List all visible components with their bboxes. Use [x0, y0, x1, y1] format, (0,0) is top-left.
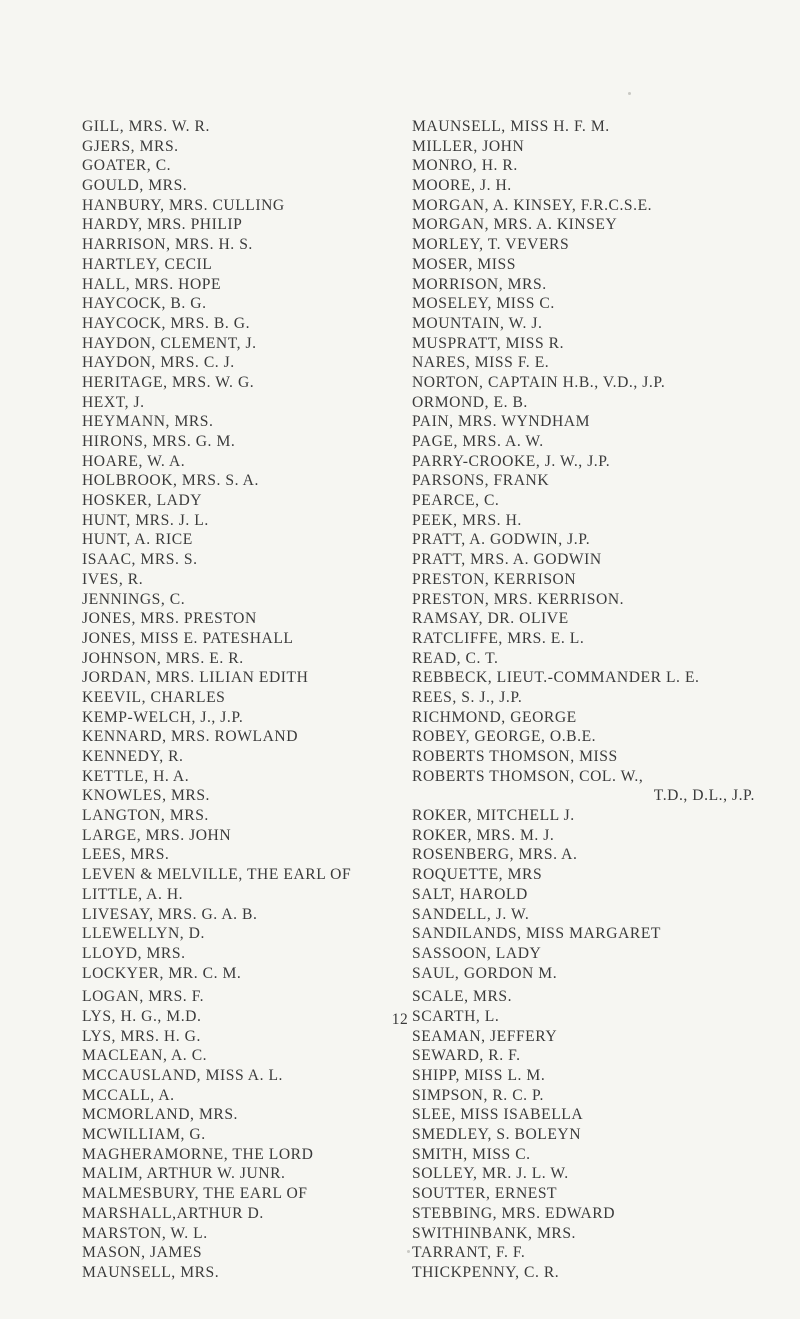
directory-entry: ROSENBERG, MRS. A.	[412, 846, 578, 864]
directory-entry: HARDY, MRS. PHILIP	[82, 216, 243, 234]
directory-entry: MOSER, MISS	[412, 255, 516, 273]
directory-entry: REES, S. J., J.P.	[412, 688, 523, 706]
directory-entry: HUNT, MRS. J. L.	[82, 511, 209, 529]
directory-entry: KEMP-WELCH, J., J.P.	[82, 708, 244, 726]
directory-entry: ROBEY, GEORGE, O.B.E.	[412, 728, 597, 746]
directory-entry: IVES, R.	[82, 570, 144, 588]
directory-entry: READ, C. T.	[412, 649, 499, 667]
directory-entry: MUSPRATT, MISS R.	[412, 334, 565, 352]
directory-entry: MORRISON, MRS.	[412, 275, 547, 293]
directory-entry: HEYMANN, MRS.	[82, 413, 214, 431]
directory-entry: THICKPENNY, C. R.	[412, 1263, 560, 1281]
directory-entry: PEEK, MRS. H.	[412, 511, 522, 529]
directory-entry: MCWILLIAM, G.	[82, 1126, 206, 1144]
right-name-column	[412, 117, 757, 1283]
directory-entry: LEES, MRS.	[82, 846, 170, 864]
directory-entry: JOHNSON, MRS. E. R.	[82, 649, 244, 667]
directory-entry: GJERS, MRS.	[82, 137, 179, 155]
directory-entry: MARSTON, W. L.	[82, 1224, 208, 1242]
directory-entry: JENNINGS, C.	[82, 590, 186, 608]
directory-entry: ROKER, MRS. M. J.	[412, 826, 555, 844]
directory-entry: LEVEN & MELVILLE, THE EARL OF	[82, 866, 352, 884]
directory-entry: MONRO, H. R.	[412, 157, 518, 175]
directory-entry: SAUL, GORDON M.	[412, 964, 558, 982]
directory-entry: MILLER, JOHN	[412, 137, 525, 155]
directory-entry: ORMOND, E. B.	[412, 393, 528, 411]
directory-entry: LOGAN, MRS. F.	[82, 988, 205, 1006]
paper-speck	[407, 1250, 410, 1253]
directory-entry: HUNT, A. RICE	[82, 531, 193, 549]
directory-entry: SOUTTER, ERNEST	[412, 1185, 558, 1203]
directory-entry: SEWARD, R. F.	[412, 1047, 521, 1065]
directory-entry: LIVESAY, MRS. G. A. B.	[82, 905, 258, 923]
directory-entry: HAYDON, MRS. C. J.	[82, 354, 235, 372]
directory-entry: MAUNSELL, MRS.	[82, 1263, 220, 1281]
directory-entry: LITTLE, A. H.	[82, 885, 184, 903]
directory-entry: PEARCE, C.	[412, 492, 500, 510]
directory-entry: KETTLE, H. A.	[82, 767, 190, 785]
page-number: 12	[391, 1011, 409, 1028]
directory-entry: PRESTON, MRS. KERRISON.	[412, 590, 625, 608]
directory-entry: LLOYD, MRS.	[82, 944, 186, 962]
directory-entry: LLEWELLYN, D.	[82, 925, 205, 943]
directory-entry: HOLBROOK, MRS. S. A.	[82, 472, 259, 490]
directory-entry: MORGAN, A. KINSEY, F.R.C.S.E.	[412, 196, 653, 214]
directory-entry: PAIN, MRS. WYNDHAM	[412, 413, 590, 431]
directory-entry: RICHMOND, GEORGE	[412, 708, 577, 726]
directory-entry: ISAAC, MRS. S.	[82, 551, 198, 569]
directory-entry: SEAMAN, JEFFERY	[412, 1027, 558, 1045]
directory-entry: TARRANT, F. F.	[412, 1244, 526, 1262]
directory-entry: SLEE, MISS ISABELLA	[412, 1106, 584, 1124]
directory-entry: MALMESBURY, THE EARL OF	[82, 1185, 308, 1203]
directory-entry: MORLEY, T. VEVERS	[412, 236, 570, 254]
directory-entry: PAGE, MRS. A. W.	[412, 433, 544, 450]
directory-entry: HERITAGE, MRS. W. G.	[82, 373, 255, 391]
directory-entry: PRESTON, KERRISON	[412, 570, 577, 588]
directory-entry: KENNEDY, R.	[82, 748, 184, 765]
directory-entry: HAYCOCK, B. G.	[82, 295, 207, 313]
directory-entry: HOSKER, LADY	[82, 492, 203, 510]
directory-entry: NARES, MISS F. E.	[412, 354, 550, 372]
directory-entry: HARTLEY, CECIL	[82, 255, 213, 273]
directory-entry: ROBERTS THOMSON, COL. W.,	[412, 767, 644, 785]
directory-entry: LYS, H. G., M.D.	[82, 1007, 202, 1025]
directory-entry: HALL, MRS. HOPE	[82, 275, 222, 293]
directory-entry: NORTON, CAPTAIN H.B., V.D., J.P.	[412, 373, 666, 391]
directory-entry: MOORE, J. H.	[412, 177, 512, 195]
directory-entry: SMITH, MISS C.	[412, 1145, 531, 1163]
directory-entry: PARSONS, FRANK	[412, 472, 550, 490]
directory-entry: SALT, HAROLD	[412, 885, 528, 903]
directory-entry: HAYCOCK, MRS. B. G.	[82, 314, 251, 332]
directory-entry: SCARTH, L.	[412, 1007, 500, 1025]
directory-entry: SMEDLEY, S. BOLEYN	[412, 1126, 582, 1144]
directory-entry: MALIM, ARTHUR W. JUNR.	[82, 1165, 286, 1183]
directory-entry: SCALE, MRS.	[412, 988, 513, 1006]
directory-entry: HANBURY, MRS. CULLING	[82, 196, 285, 214]
directory-entry: KEEVIL, CHARLES	[82, 688, 226, 706]
directory-entry: MAUNSELL, MISS H. F. M.	[412, 118, 610, 135]
directory-entry: SANDELL, J. W.	[412, 905, 530, 923]
directory-entry: MASON, JAMES	[82, 1244, 203, 1262]
directory-entry: MACLEAN, A. C.	[82, 1047, 208, 1065]
directory-entry: PRATT, MRS. A. GODWIN	[412, 551, 602, 569]
directory-entry: HIRONS, MRS. G. M.	[82, 433, 236, 450]
left-name-column	[82, 117, 407, 1283]
directory-entry: REBBECK, LIEUT.-COMMANDER L. E.	[412, 669, 700, 687]
directory-entry: GILL, MRS. W. R.	[82, 118, 210, 135]
directory-entry: MCCALL, A.	[82, 1086, 175, 1104]
directory-entry: RAMSAY, DR. OLIVE	[412, 610, 569, 628]
directory-entry: SIMPSON, R. C. P.	[412, 1086, 544, 1104]
directory-entry: HARRISON, MRS. H. S.	[82, 236, 253, 254]
directory-entry: T.D., D.L., J.P.	[653, 787, 755, 805]
directory-entry: KNOWLES, MRS.	[82, 787, 211, 805]
directory-entry: MARSHALL,ARTHUR D.	[82, 1204, 264, 1222]
directory-entry: KENNARD, MRS. ROWLAND	[82, 728, 299, 746]
directory-entry: JORDAN, MRS. LILIAN EDITH	[82, 669, 309, 687]
directory-entry: MCCAUSLAND, MISS A. L.	[82, 1067, 283, 1084]
directory-entry: JONES, MRS. PRESTON	[82, 610, 257, 628]
directory-entry: MOUNTAIN, W. J.	[412, 314, 543, 332]
directory-entry: MAGHERAMORNE, THE LORD	[82, 1145, 314, 1163]
directory-entry: ROKER, MITCHELL J.	[412, 807, 575, 825]
directory-entry: LOCKYER, MR. C. M.	[82, 964, 242, 982]
directory-entry: SASSOON, LADY	[412, 944, 542, 962]
directory-entry: PRATT, A. GODWIN, J.P.	[412, 531, 591, 549]
directory-entry: PARRY-CROOKE, J. W., J.P.	[412, 452, 611, 470]
directory-entry: ROQUETTE, MRS	[412, 866, 543, 884]
directory-entry: RATCLIFFE, MRS. E. L.	[412, 629, 585, 647]
directory-entry: HAYDON, CLEMENT, J.	[82, 334, 257, 352]
directory-entry: JONES, MISS E. PATESHALL	[82, 629, 294, 647]
directory-entry: STEBBING, MRS. EDWARD	[412, 1204, 616, 1222]
directory-entry: HEXT, J.	[82, 393, 145, 411]
directory-entry: MORGAN, MRS. A. KINSEY	[412, 216, 618, 234]
directory-entry: HOARE, W. A.	[82, 452, 186, 470]
directory-entry: SWITHINBANK, MRS.	[412, 1224, 576, 1242]
directory-entry: SANDILANDS, MISS MARGARET	[412, 925, 661, 943]
directory-entry: MOSELEY, MISS C.	[412, 295, 555, 313]
directory-entry: SHIPP, MISS L. M.	[412, 1067, 546, 1084]
directory-entry: LARGE, MRS. JOHN	[82, 826, 232, 844]
directory-entry: GOULD, MRS.	[82, 177, 188, 195]
directory-entry: ROBERTS THOMSON, MISS	[412, 748, 618, 765]
directory-entry: SOLLEY, MR. J. L. W.	[412, 1165, 569, 1183]
directory-entry: LANGTON, MRS.	[82, 807, 209, 825]
paper-speck	[628, 92, 631, 95]
directory-entry: GOATER, C.	[82, 157, 172, 175]
directory-entry: LYS, MRS. H. G.	[82, 1027, 201, 1045]
directory-entry: MCMORLAND, MRS.	[82, 1106, 238, 1124]
